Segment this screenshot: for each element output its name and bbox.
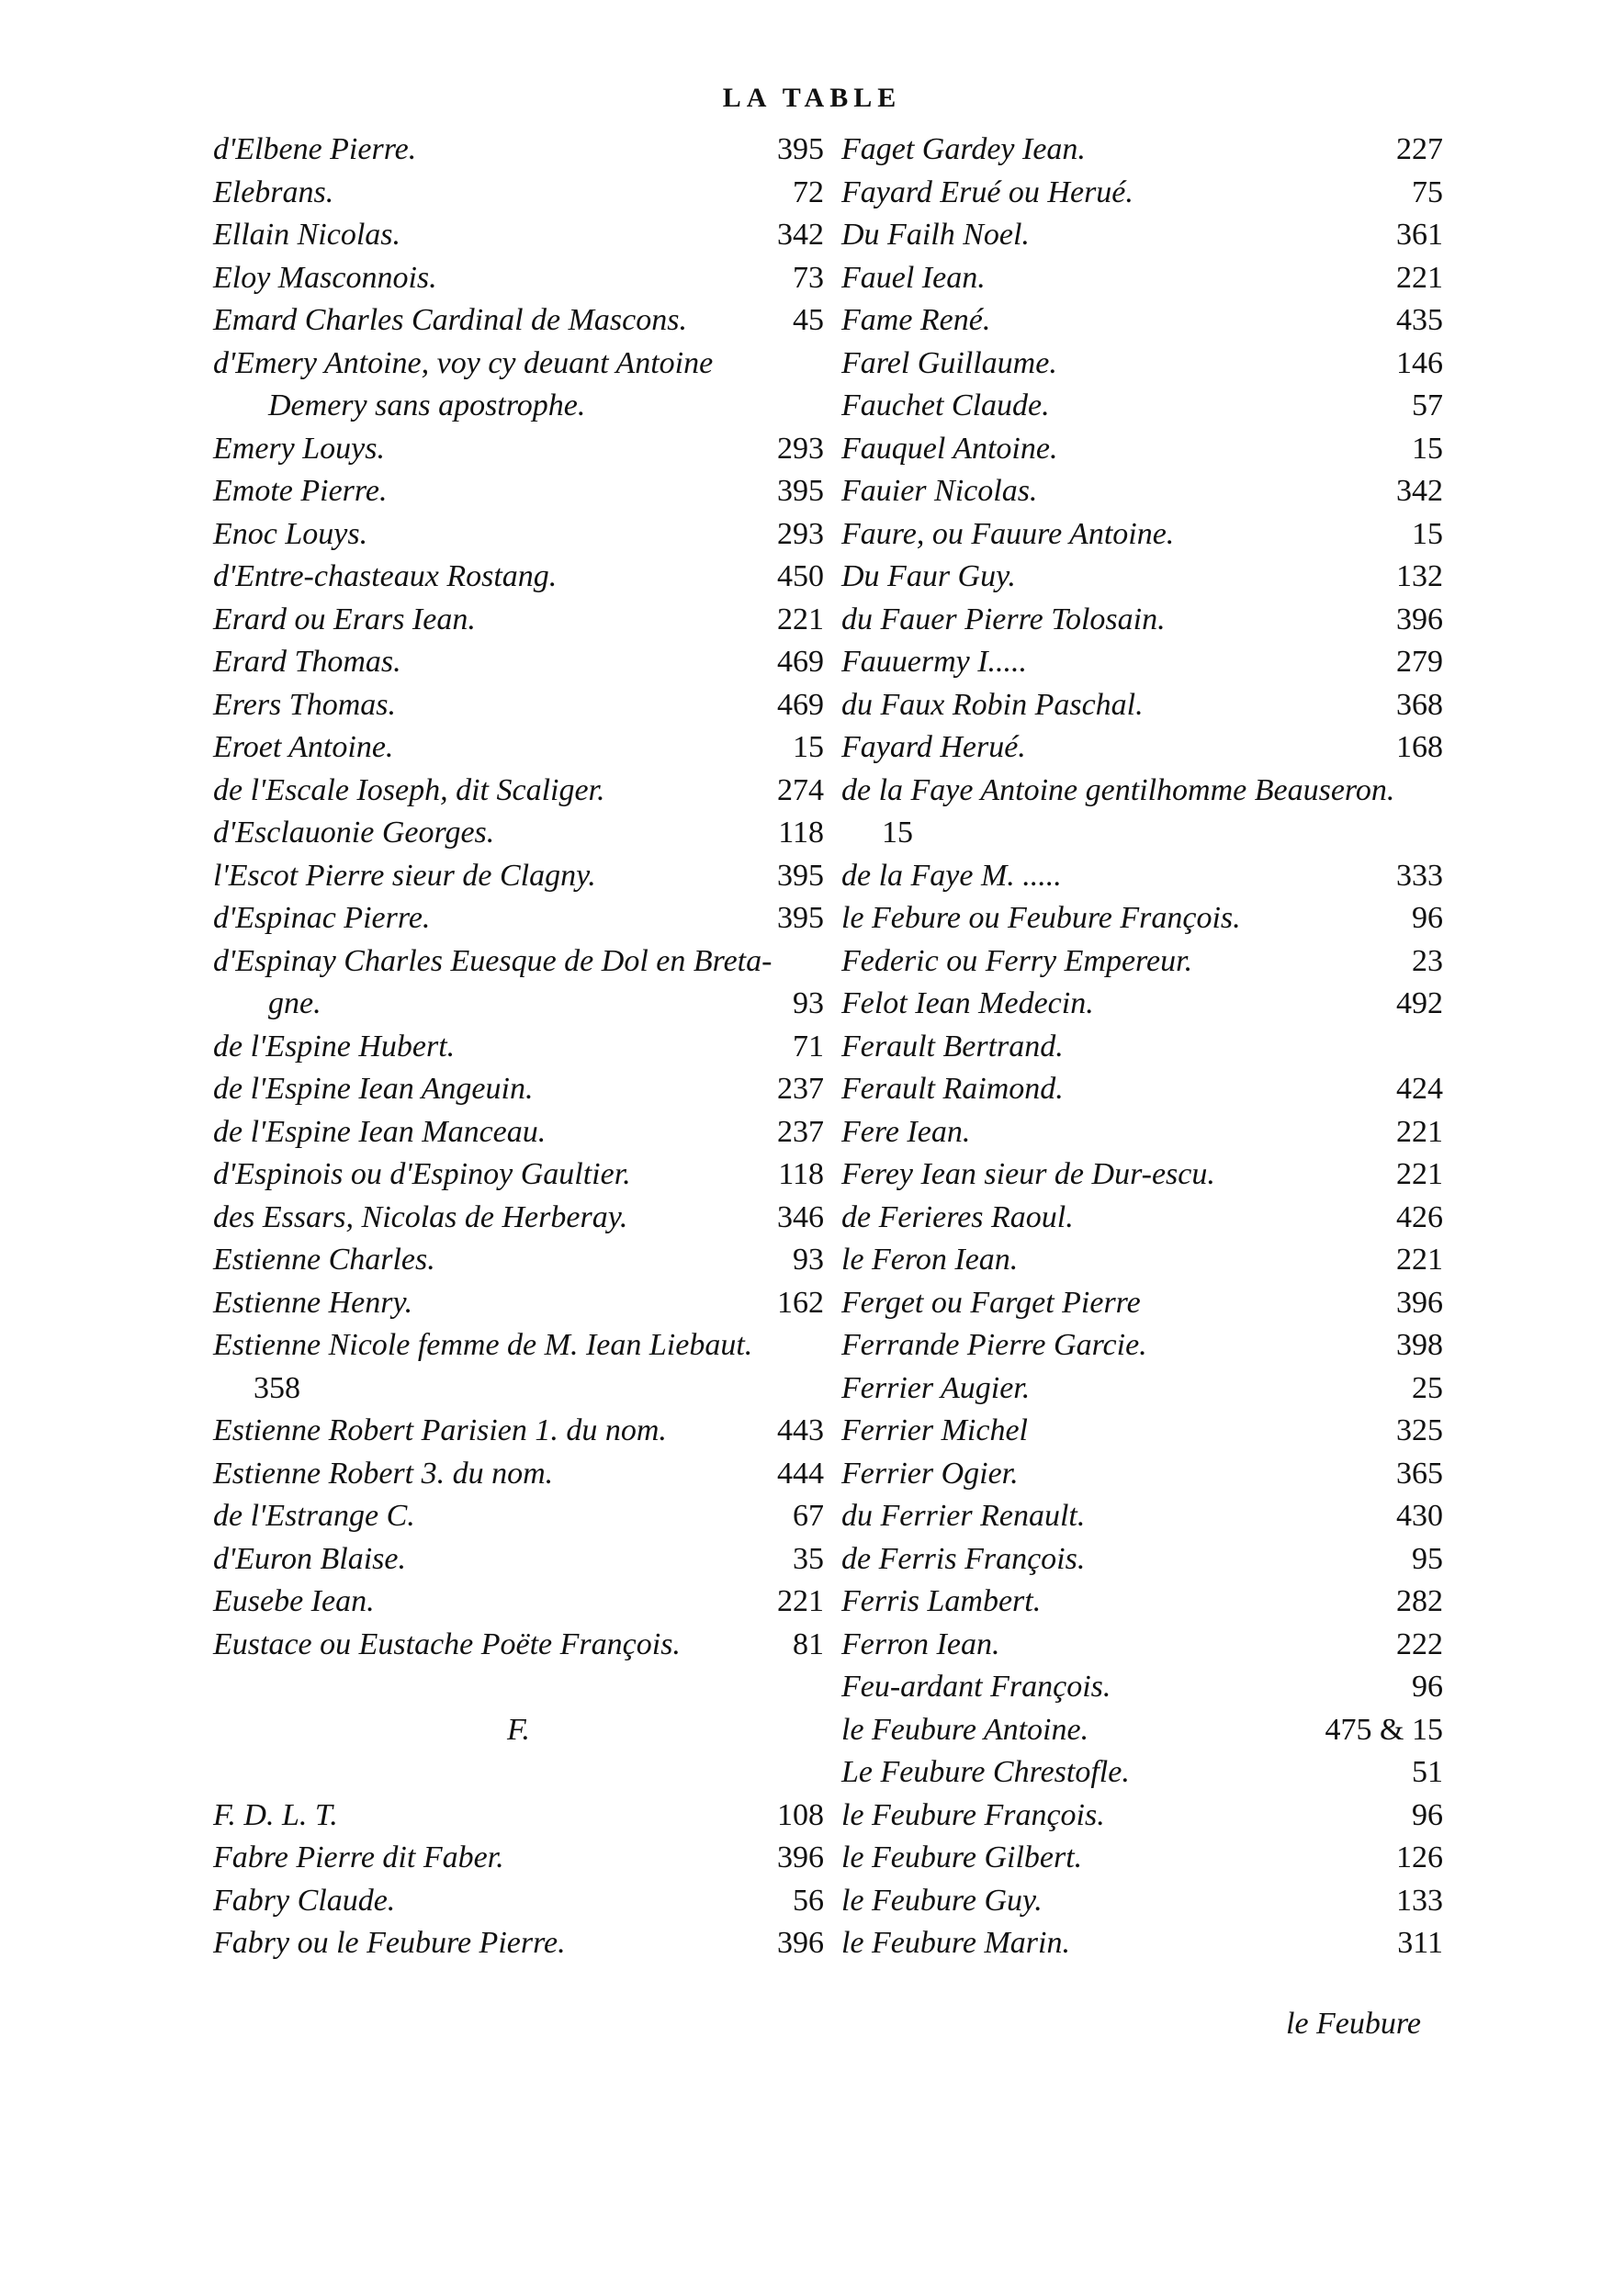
entry-page-number: 469 xyxy=(777,645,824,679)
index-entry xyxy=(213,770,824,813)
entry-page-number: 75 xyxy=(1412,174,1443,209)
index-entry xyxy=(213,1581,824,1624)
entry-name: d'Elbene Pierre. xyxy=(213,132,417,166)
index-entry xyxy=(213,1282,824,1325)
entry-name: Estienne Nicole femme de M. Iean Liebaut. xyxy=(213,1328,753,1362)
entry-name: Ferron Iean. xyxy=(841,1626,1000,1661)
index-entry xyxy=(841,1751,1443,1795)
entry-page-number: 443 xyxy=(777,1413,824,1447)
index-entry xyxy=(841,1154,1443,1197)
entry-name: Ferey Iean sieur de Dur-escu. xyxy=(841,1157,1215,1191)
entry-name: F. D. L. T. xyxy=(213,1797,338,1832)
entry-name: Du Faur Guy. xyxy=(841,559,1016,593)
index-entry xyxy=(841,1624,1443,1667)
entry-name: Eloy Masconnois. xyxy=(213,260,437,295)
index-entry xyxy=(841,812,1443,855)
entry-page-number: 45 xyxy=(793,303,824,337)
entry-name: Ferget ou Farget Pierre xyxy=(841,1285,1141,1320)
entry-name: Fauquel Antoine. xyxy=(841,431,1058,466)
index-entry xyxy=(841,1068,1443,1111)
entry-name: Fabry ou le Feubure Pierre. xyxy=(213,1926,566,1960)
index-entry xyxy=(213,641,824,684)
index-entry xyxy=(213,812,824,855)
index-entry xyxy=(213,299,824,343)
entry-page-number: 93 xyxy=(793,986,824,1020)
entry-page-number: 56 xyxy=(793,1883,824,1918)
entry-name: Erers Thomas. xyxy=(213,687,396,722)
entry-page-number: 396 xyxy=(1396,1285,1443,1320)
entry-name: d'Euron Blaise. xyxy=(213,1541,406,1576)
index-entry xyxy=(841,343,1443,386)
entry-page-number: 221 xyxy=(1396,1114,1443,1149)
index-entry xyxy=(213,129,824,172)
entry-page-number: 424 xyxy=(1396,1072,1443,1106)
entry-name: 358 xyxy=(254,1370,300,1405)
index-entry xyxy=(213,428,824,471)
entry-name: d'Entre-chasteaux Rostang. xyxy=(213,559,558,593)
index-entry xyxy=(213,1068,824,1111)
entry-name: le Feubure Gilbert. xyxy=(841,1840,1083,1874)
entry-page-number: 96 xyxy=(1412,901,1443,935)
index-column-right xyxy=(841,129,1443,1965)
entry-page-number: 396 xyxy=(777,1840,824,1874)
entry-page-number: 25 xyxy=(1412,1370,1443,1405)
entry-page-number: 274 xyxy=(777,772,824,807)
entry-page-number: 342 xyxy=(1396,474,1443,508)
entry-name: le Feron Iean. xyxy=(841,1243,1019,1277)
entry-page-number: 168 xyxy=(1396,730,1443,764)
entry-page-number: 146 xyxy=(1396,345,1443,380)
entry-name: du Faux Robin Paschal. xyxy=(841,687,1144,722)
entry-page-number: 396 xyxy=(777,1926,824,1960)
index-entry xyxy=(213,1026,824,1069)
index-entry xyxy=(841,299,1443,343)
entry-name: Fabre Pierre dit Faber. xyxy=(213,1840,504,1874)
entry-page-number: 57 xyxy=(1412,388,1443,422)
index-entry xyxy=(841,641,1443,684)
entry-page-number: 227 xyxy=(1396,132,1443,166)
running-head: LA TABLE xyxy=(722,83,902,113)
entry-name: l'Escot Pierre sieur de Clagny. xyxy=(213,858,596,893)
entry-name: d'Espinay Charles Euesque de Dol en Breta- xyxy=(213,943,773,978)
entry-name: le Feubure Marin. xyxy=(841,1926,1070,1960)
entry-page-number: 311 xyxy=(1397,1926,1443,1960)
entry-page-number: 395 xyxy=(777,858,824,893)
index-entry xyxy=(841,1367,1443,1411)
index-entry xyxy=(841,172,1443,215)
entry-name: Eusebe Iean. xyxy=(213,1584,375,1618)
index-entry xyxy=(213,940,824,984)
entry-page-number: 126 xyxy=(1396,1840,1443,1874)
entry-page-number: 133 xyxy=(1396,1883,1443,1918)
entry-page-number: 282 xyxy=(1396,1584,1443,1618)
entry-page-number: 96 xyxy=(1412,1670,1443,1704)
index-entry xyxy=(841,513,1443,557)
entry-name: de la Faye M. ..... xyxy=(841,858,1062,893)
entry-page-number: 395 xyxy=(777,901,824,935)
entry-page-number: 395 xyxy=(777,474,824,508)
entry-name: Ferrier Michel xyxy=(841,1413,1028,1447)
index-entry xyxy=(213,1837,824,1880)
entry-page-number: 325 xyxy=(1396,1413,1443,1447)
index-entry xyxy=(841,1324,1443,1367)
index-entry xyxy=(213,1453,824,1496)
entry-page-number: 96 xyxy=(1412,1797,1443,1832)
index-entry xyxy=(213,1239,824,1282)
entry-page-number: 72 xyxy=(793,174,824,209)
entry-page-number: 221 xyxy=(1396,1243,1443,1277)
index-entry xyxy=(841,1922,1443,1965)
index-entry xyxy=(841,855,1443,898)
entry-page-number: 73 xyxy=(793,260,824,295)
index-entry xyxy=(213,1751,824,1795)
entry-name: Ellain Nicolas. xyxy=(213,218,400,252)
entry-name: Feu-ardant François. xyxy=(841,1670,1111,1704)
entry-name: de la Faye Antoine gentilhomme Beauseron. xyxy=(841,772,1395,807)
index-entry xyxy=(841,599,1443,642)
index-entry xyxy=(841,1410,1443,1453)
index-entry xyxy=(213,1154,824,1197)
entry-name: Eroet Antoine. xyxy=(213,730,394,764)
index-entry xyxy=(213,1495,824,1538)
index-entry xyxy=(213,556,824,599)
entry-name: Emard Charles Cardinal de Mascons. xyxy=(213,303,687,337)
entry-name: de l'Espine Iean Angeuin. xyxy=(213,1072,534,1106)
index-entry xyxy=(213,1538,824,1581)
entry-name: Fame René. xyxy=(841,303,991,337)
entry-name: Ferrier Augier. xyxy=(841,1370,1031,1405)
entry-page-number: 293 xyxy=(777,516,824,551)
entry-name: d'Emery Antoine, voy cy deuant Antoine xyxy=(213,345,714,380)
index-entry xyxy=(213,897,824,940)
entry-name: Fere Iean. xyxy=(841,1114,971,1149)
entry-name: Faure, ou Fauure Antoine. xyxy=(841,516,1175,551)
entry-name: de l'Espine Iean Manceau. xyxy=(213,1114,547,1149)
entry-name: Demery sans apostrophe. xyxy=(268,388,586,422)
index-entry xyxy=(213,214,824,257)
index-entry xyxy=(213,1795,824,1838)
index-entry xyxy=(841,1581,1443,1624)
entry-page-number: 81 xyxy=(793,1626,824,1661)
entry-name: 15 xyxy=(882,816,913,850)
index-entry xyxy=(841,684,1443,727)
entry-page-number: 279 xyxy=(1396,645,1443,679)
entry-page-number: 108 xyxy=(777,1797,824,1832)
entry-page-number: 368 xyxy=(1396,687,1443,722)
catchword: le Feubure xyxy=(1286,2007,1421,2041)
entry-name: Estienne Henry. xyxy=(213,1285,413,1320)
entry-name: des Essars, Nicolas de Herberay. xyxy=(213,1199,628,1234)
entry-page-number: 221 xyxy=(777,602,824,636)
entry-name: Elebrans. xyxy=(213,174,334,209)
index-entry xyxy=(213,1367,824,1411)
entry-name: d'Espinac Pierre. xyxy=(213,901,431,935)
entry-name: de Ferris François. xyxy=(841,1541,1086,1576)
entry-name: Ferault Bertrand. xyxy=(841,1029,1064,1064)
entry-page-number: 492 xyxy=(1396,986,1443,1020)
index-entry xyxy=(841,470,1443,513)
entry-name: F. xyxy=(507,1712,530,1747)
entry-page-number: 396 xyxy=(1396,602,1443,636)
entry-page-number: 95 xyxy=(1412,1541,1443,1576)
index-entry xyxy=(213,385,824,428)
index-entry xyxy=(841,257,1443,300)
entry-name: gne. xyxy=(268,986,321,1020)
index-entry xyxy=(213,1197,824,1240)
entry-name: Fayard Erué ou Herué. xyxy=(841,174,1133,209)
index-entry xyxy=(841,726,1443,770)
entry-page-number: 361 xyxy=(1396,218,1443,252)
index-entry xyxy=(841,770,1443,813)
entry-name: Federic ou Ferry Empereur. xyxy=(841,943,1193,978)
index-entry xyxy=(213,1880,824,1923)
entry-page-number: 67 xyxy=(793,1499,824,1533)
entry-page-number: 333 xyxy=(1396,858,1443,893)
entry-name: de l'Escale Ioseph, dit Scaliger. xyxy=(213,772,605,807)
index-entry xyxy=(841,1282,1443,1325)
entry-page-number: 450 xyxy=(777,559,824,593)
index-entry xyxy=(841,556,1443,599)
index-entry xyxy=(841,1453,1443,1496)
index-entry xyxy=(213,1624,824,1667)
index-entry xyxy=(841,1795,1443,1838)
entry-page-number: 221 xyxy=(1396,1157,1443,1191)
entry-name: du Ferrier Renault. xyxy=(841,1499,1086,1533)
entry-page-number: 237 xyxy=(777,1072,824,1106)
entry-name: Ferault Raimond. xyxy=(841,1072,1064,1106)
entry-page-number: 342 xyxy=(777,218,824,252)
entry-name: de l'Espine Hubert. xyxy=(213,1029,456,1064)
entry-page-number: 132 xyxy=(1396,559,1443,593)
entry-page-number: 365 xyxy=(1396,1456,1443,1491)
index-entry xyxy=(841,1111,1443,1154)
entry-page-number: 71 xyxy=(793,1029,824,1064)
index-entry xyxy=(841,983,1443,1026)
index-entry xyxy=(841,1880,1443,1923)
entry-name: Farel Guillaume. xyxy=(841,345,1057,380)
index-entry xyxy=(841,214,1443,257)
index-column-left xyxy=(213,129,824,1965)
index-entry xyxy=(841,897,1443,940)
index-entry xyxy=(841,385,1443,428)
index-entry xyxy=(213,855,824,898)
entry-page-number: 430 xyxy=(1396,1499,1443,1533)
entry-page-number: 475 & 15 xyxy=(1325,1712,1443,1747)
index-entry xyxy=(213,1666,824,1709)
entry-name: le Feubure Antoine. xyxy=(841,1712,1089,1747)
entry-page-number: 398 xyxy=(1396,1328,1443,1362)
index-entry xyxy=(841,1197,1443,1240)
index-entry xyxy=(841,1026,1443,1069)
entry-page-number: 237 xyxy=(777,1114,824,1149)
entry-name: le Febure ou Feubure François. xyxy=(841,901,1241,935)
entry-name: Faget Gardey Iean. xyxy=(841,132,1086,166)
entry-page-number: 15 xyxy=(1412,431,1443,466)
entry-name: le Feubure François. xyxy=(841,1797,1105,1832)
entry-name: le Feubure Guy. xyxy=(841,1883,1043,1918)
entry-page-number: 221 xyxy=(777,1584,824,1618)
index-entry xyxy=(841,1239,1443,1282)
entry-name: de Ferieres Raoul. xyxy=(841,1199,1074,1234)
entry-name: de l'Estrange C. xyxy=(213,1499,415,1533)
index-entry xyxy=(213,1324,824,1367)
index-entry xyxy=(841,129,1443,172)
entry-page-number: 23 xyxy=(1412,943,1443,978)
entry-page-number: 444 xyxy=(777,1456,824,1491)
entry-name: du Fauer Pierre Tolosain. xyxy=(841,602,1166,636)
index-entry xyxy=(213,470,824,513)
entry-name: Fauchet Claude. xyxy=(841,388,1050,422)
section-heading xyxy=(213,1709,824,1752)
entry-name: Estienne Charles. xyxy=(213,1243,435,1277)
entry-name: d'Esclauonie Georges. xyxy=(213,816,495,850)
index-entry xyxy=(213,983,824,1026)
entry-name: Felot Iean Medecin. xyxy=(841,986,1094,1020)
entry-name: Emery Louys. xyxy=(213,431,385,466)
index-entry xyxy=(213,257,824,300)
entry-name: Emote Pierre. xyxy=(213,474,388,508)
entry-name: Erard ou Erars Iean. xyxy=(213,602,476,636)
index-entry xyxy=(841,1666,1443,1709)
index-entry xyxy=(213,1111,824,1154)
index-entry xyxy=(841,428,1443,471)
entry-page-number: 221 xyxy=(1396,260,1443,295)
entry-name: Fabry Claude. xyxy=(213,1883,396,1918)
index-entry xyxy=(213,1922,824,1965)
index-entry xyxy=(841,940,1443,984)
entry-name: Eustace ou Eustache Poëte François. xyxy=(213,1626,681,1661)
entry-name: Ferrande Pierre Garcie. xyxy=(841,1328,1147,1362)
entry-name: d'Espinois ou d'Espinoy Gaultier. xyxy=(213,1157,631,1191)
entry-name: Estienne Robert 3. du nom. xyxy=(213,1456,554,1491)
index-entry xyxy=(841,1538,1443,1581)
entry-page-number: 118 xyxy=(778,816,824,850)
entry-page-number: 35 xyxy=(793,1541,824,1576)
entry-page-number: 15 xyxy=(793,730,824,764)
entry-page-number: 426 xyxy=(1396,1199,1443,1234)
entry-name: Fauel Iean. xyxy=(841,260,986,295)
entry-page-number: 118 xyxy=(778,1157,824,1191)
entry-name: Fauuermy I..... xyxy=(841,645,1028,679)
index-entry xyxy=(213,684,824,727)
entry-page-number: 15 xyxy=(1412,516,1443,551)
entry-page-number: 435 xyxy=(1396,303,1443,337)
entry-page-number: 346 xyxy=(777,1199,824,1234)
index-entry xyxy=(841,1837,1443,1880)
entry-name: Estienne Robert Parisien 1. du nom. xyxy=(213,1413,667,1447)
entry-name: Du Failh Noel. xyxy=(841,218,1030,252)
entry-name: Ferrier Ogier. xyxy=(841,1456,1019,1491)
entry-page-number: 469 xyxy=(777,687,824,722)
entry-page-number: 93 xyxy=(793,1243,824,1277)
index-entry xyxy=(213,343,824,386)
entry-name: Erard Thomas. xyxy=(213,645,401,679)
index-entry xyxy=(213,599,824,642)
entry-page-number: 162 xyxy=(777,1285,824,1320)
entry-page-number: 293 xyxy=(777,431,824,466)
entry-name: Fayard Herué. xyxy=(841,730,1026,764)
index-entry xyxy=(841,1709,1443,1752)
index-entry xyxy=(841,1495,1443,1538)
index-entry xyxy=(213,172,824,215)
entry-page-number: 395 xyxy=(777,132,824,166)
entry-name: Fauier Nicolas. xyxy=(841,474,1038,508)
entry-page-number: 222 xyxy=(1396,1626,1443,1661)
index-entry xyxy=(213,1410,824,1453)
entry-name: Enoc Louys. xyxy=(213,516,368,551)
entry-name: Ferris Lambert. xyxy=(841,1584,1042,1618)
entry-name: Le Feubure Chrestofle. xyxy=(841,1755,1130,1789)
index-entry xyxy=(213,513,824,557)
entry-page-number: 51 xyxy=(1412,1755,1443,1789)
index-entry xyxy=(213,726,824,770)
